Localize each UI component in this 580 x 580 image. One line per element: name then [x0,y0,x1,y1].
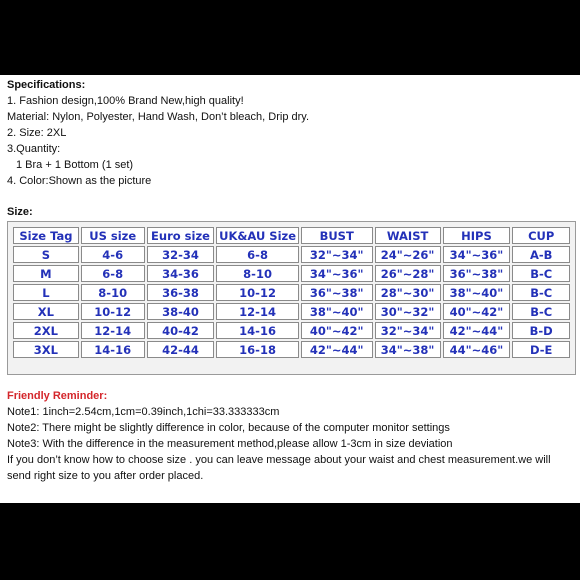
table-cell: 40"~42" [443,303,511,320]
spec-line: 1. Fashion design,100% Brand New,high quality! [7,95,244,107]
table-cell: 38"~40" [301,303,373,320]
table-cell: 42"~44" [443,322,511,339]
table-cell: 40-42 [147,322,215,339]
table-cell: 24"~26" [375,246,441,263]
size-table-container [7,221,576,375]
table-cell: 36-38 [147,284,215,301]
column-header: WAIST [375,227,441,244]
column-header: CUP [512,227,570,244]
table-cell: 44"~46" [443,341,511,358]
table-cell: 32-34 [147,246,215,263]
table-row [13,284,570,301]
spec-line: 2. Size: 2XL [7,127,67,139]
note-line: send right size to you after order placed. [7,470,204,482]
table-cell: 4-6 [81,246,145,263]
table-cell: B-C [512,265,570,282]
table-cell: 10-12 [216,284,298,301]
table-cell: 36"~38" [443,265,511,282]
table-row [13,246,570,263]
table-row [13,341,570,358]
reminder-section [7,388,551,484]
table-cell: 32"~34" [301,246,373,263]
column-header: US size [81,227,145,244]
spec-line: 4. Color:Shown as the picture [7,175,152,187]
table-cell: 34"~36" [443,246,511,263]
table-cell: 34"~36" [301,265,373,282]
column-header: Size Tag [13,227,79,244]
table-cell: 12-14 [81,322,145,339]
specifications-section [7,77,309,189]
note-line: Note2: There might be slightly difference in color, because of the computer monitor settings [7,422,450,434]
table-cell: 30"~32" [375,303,441,320]
table-cell: B-C [512,284,570,301]
table-row [13,265,570,282]
size-table [11,225,572,360]
reminder-heading: Friendly Reminder: [7,390,108,402]
note-line: Note1: 1inch=2.54cm,1cm=0.39inch,1chi=33.333333cm [7,406,280,418]
table-cell: 6-8 [81,265,145,282]
specifications-heading: Specifications: [7,79,86,91]
table-cell: 28"~30" [375,284,441,301]
spec-line: 3.Quantity: [7,143,61,155]
table-cell: B-D [512,322,570,339]
spec-line: 1 Bra + 1 Bottom (1 set) [16,159,134,171]
table-cell: B-C [512,303,570,320]
table-cell: 26"~28" [375,265,441,282]
size-heading: Size: [7,206,33,218]
note-line: If you don’t know how to choose size . you can leave message about your waist and chest measurement.we will [7,454,551,466]
table-cell: 8-10 [81,284,145,301]
table-cell: A-B [512,246,570,263]
column-header: UK&AU Size [216,227,298,244]
table-cell: L [13,284,79,301]
table-cell: D-E [512,341,570,358]
table-cell: XL [13,303,79,320]
table-cell: 38-40 [147,303,215,320]
table-cell: 3XL [13,341,79,358]
table-cell: M [13,265,79,282]
table-cell: 14-16 [81,341,145,358]
table-cell: 38"~40" [443,284,511,301]
column-header: BUST [301,227,373,244]
table-cell: 16-18 [216,341,298,358]
table-cell: S [13,246,79,263]
table-header-row [13,227,570,244]
table-cell: 40"~42" [301,322,373,339]
table-row [13,303,570,320]
column-header: Euro size [147,227,215,244]
table-cell: 34"~38" [375,341,441,358]
product-info-page [0,75,580,503]
spec-line: Material: Nylon, Polyester, Hand Wash, Don’t bleach, Drip dry. [7,111,310,123]
table-cell: 12-14 [216,303,298,320]
table-cell: 2XL [13,322,79,339]
table-cell: 14-16 [216,322,298,339]
table-cell: 6-8 [216,246,298,263]
table-cell: 8-10 [216,265,298,282]
table-cell: 34-36 [147,265,215,282]
table-row [13,322,570,339]
table-cell: 10-12 [81,303,145,320]
table-cell: 32"~34" [375,322,441,339]
table-cell: 42"~44" [301,341,373,358]
table-cell: 42-44 [147,341,215,358]
table-cell: 36"~38" [301,284,373,301]
note-line: Note3: With the difference in the measurement method,please allow 1-3cm in size deviation [7,438,453,450]
column-header: HIPS [443,227,511,244]
